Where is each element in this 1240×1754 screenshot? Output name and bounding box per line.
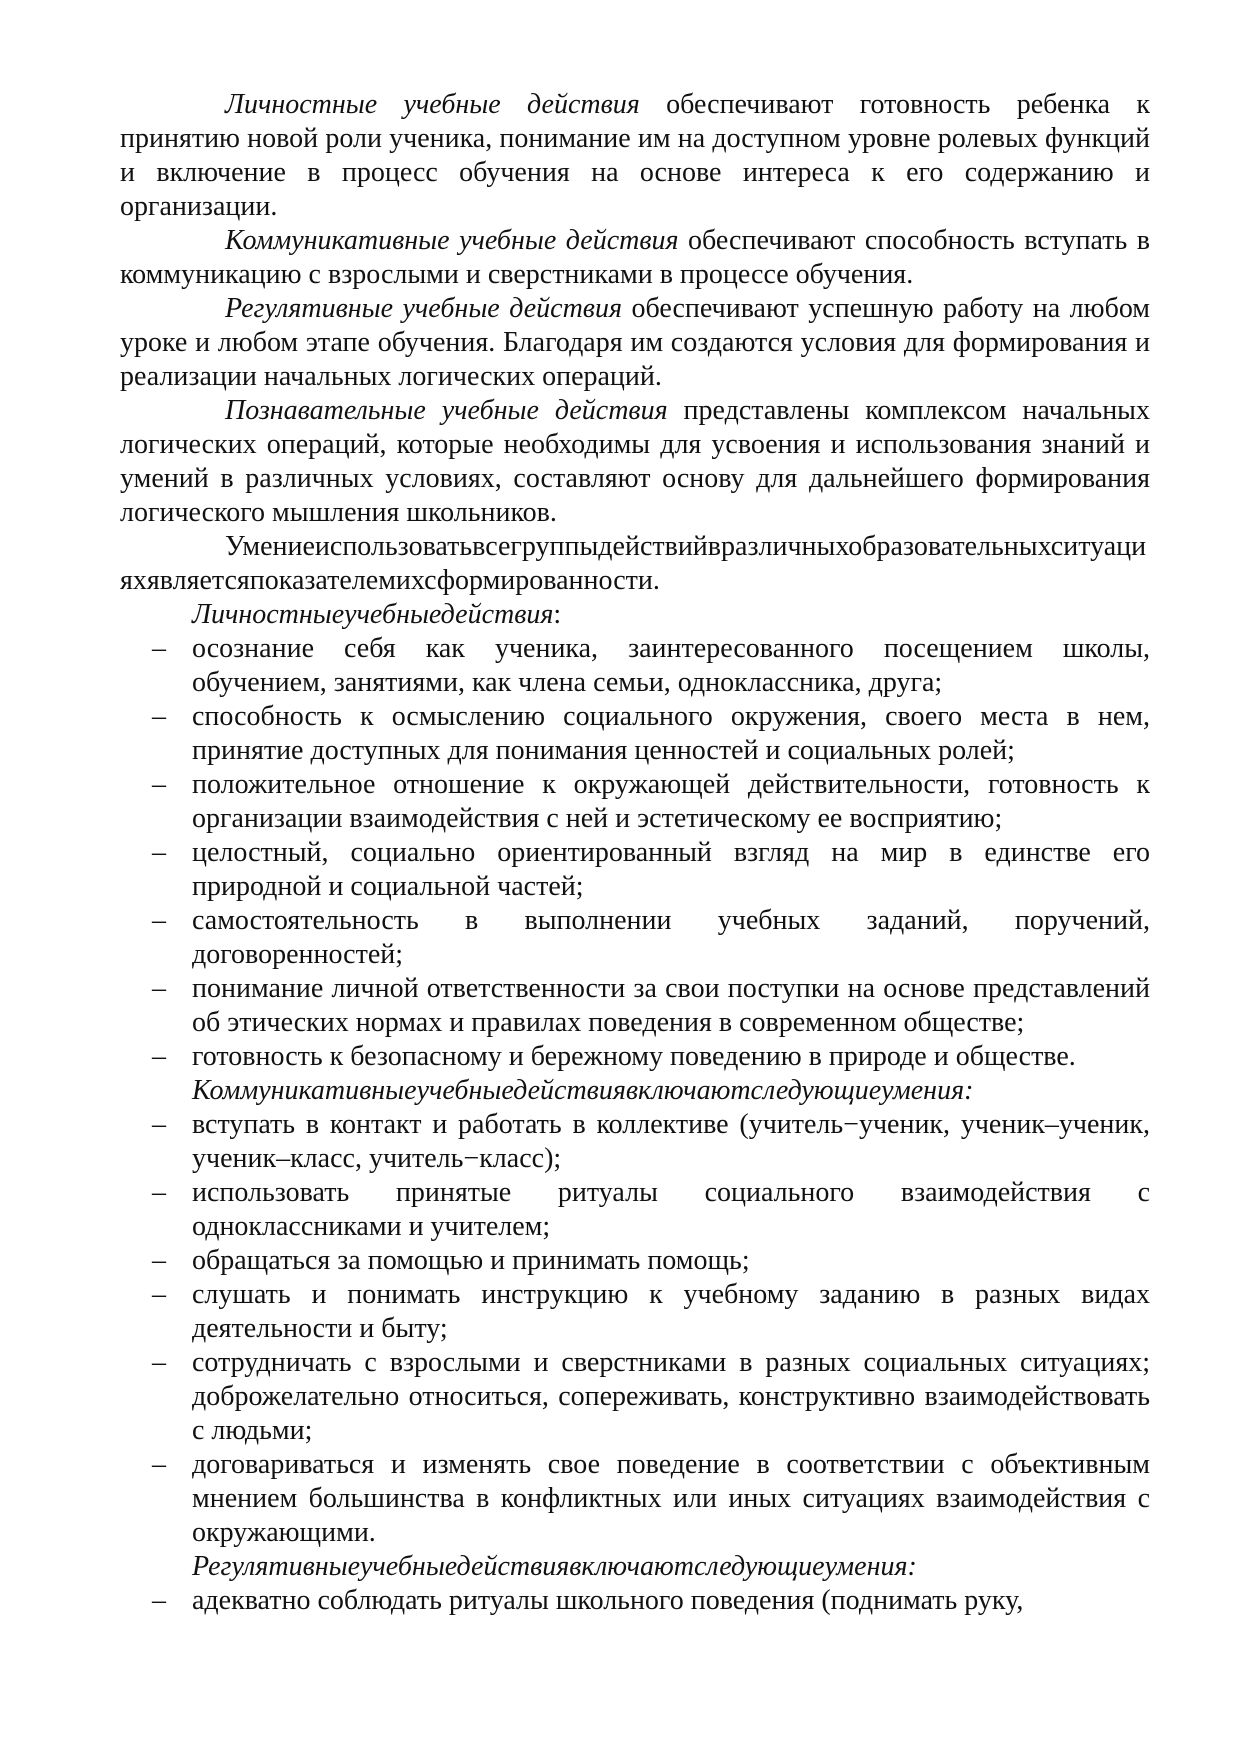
list-item (120, 632, 1150, 700)
document-body (120, 88, 1150, 1618)
dash-bullet: – (152, 1109, 166, 1140)
dash-bullet: – (152, 1245, 166, 1276)
paragraph-cognitive (120, 394, 1150, 530)
paragraph-communicative (120, 224, 1150, 292)
list-item (120, 1448, 1150, 1550)
list-item (120, 972, 1150, 1040)
list-item (120, 1584, 1150, 1618)
list-item-text: понимание личной ответственности за свои поступки на основе представлений об этических нормах и правилах поведения в современном обществе; (192, 973, 1150, 1038)
list-personal (120, 632, 1150, 1074)
list-item-text: сотрудничать с взрослыми и сверстниками в разных социальных ситуациях; доброжелательно относиться, сопереживать, конструктивно взаимодействовать с людьми; (192, 1347, 1150, 1446)
term-communicative: Коммуникативные учебные действия (225, 225, 679, 256)
dash-bullet: – (152, 633, 166, 664)
list-item-text: обращаться за помощью и принимать помощь; (192, 1245, 750, 1276)
list-item-text: использовать принятые ритуалы социального взаимодействия с одноклассниками и учителем; (192, 1177, 1150, 1242)
list-item-text: положительное отношение к окружающей действительности, готовность к организации взаимодействия с ней и эстетическому ее восприятию; (192, 769, 1150, 834)
heading-communicative: Коммуникативныеучебныедействиявключаютследующиеумения: (192, 1075, 974, 1106)
list-item-text: готовность к безопасному и бережному поведению в природе и обществе. (192, 1041, 1076, 1072)
dash-bullet: – (152, 1279, 166, 1310)
term-personal: Личностные учебные действия (225, 89, 640, 120)
list-item (120, 1244, 1150, 1278)
list-regulatory (120, 1584, 1150, 1618)
list-item-text: слушать и понимать инструкцию к учебному заданию в разных видах деятельности и быту; (192, 1279, 1150, 1344)
list-item-text: адекватно соблюдать ритуалы школьного поведения (поднимать руку, (192, 1585, 1024, 1616)
paragraph-regulatory (120, 292, 1150, 394)
dash-bullet: – (152, 701, 166, 732)
paragraph-text: представлены комплексом начальных логических операций, которые необходимы для усвоения и использования знаний и умений в различных условиях, составляют основу для дальнейшего формирования логического мышления школьников. (120, 395, 1150, 528)
dash-bullet: – (152, 1449, 166, 1480)
list-item-text: договариваться и изменять свое поведение в соответствии с объективным мнением большинства в конфликтных или иных ситуациях взаимодействия с окружающими. (192, 1449, 1150, 1548)
list-item (120, 1346, 1150, 1448)
heading-personal-text: Личностныеучебныедействия (192, 599, 554, 630)
list-item-text: вступать в контакт и работать в коллективе (учитель−ученик, ученик–ученик, ученик–класс, учитель−класс); (192, 1109, 1150, 1174)
list-item-text: осознание себя как ученика, заинтересованного посещением школы, обучением, занятиями, как члена семьи, одноклассника, друга; (192, 633, 1150, 698)
list-communicative (120, 1108, 1150, 1550)
list-item (120, 768, 1150, 836)
term-regulatory: Регулятивные учебные действия (225, 293, 622, 324)
paragraph-personal (120, 88, 1150, 224)
list-item (120, 836, 1150, 904)
paragraph-text: обеспечивают успешную работу на любом уроке и любом этапе обучения. Благодаря им создаются условия для формирования и реализации начальных логических операций. (120, 293, 1151, 392)
dash-bullet: – (152, 973, 166, 1004)
list-item-text: целостный, социально ориентированный взгляд на мир в единстве его природной и социальной частей; (192, 837, 1150, 902)
list-item (120, 904, 1150, 972)
list-item-text: самостоятельность в выполнении учебных заданий, поручений, договоренностей; (192, 905, 1150, 970)
list-item (120, 1108, 1150, 1176)
heading-regulatory: Регулятивныеучебныедействиявключаютследующиеумения: (192, 1551, 917, 1582)
list-item (120, 1176, 1150, 1244)
dash-bullet: – (152, 1585, 166, 1616)
paragraph-text: обеспечивают готовность ребенка к принятию новой роли ученика, понимание им на доступном уровне ролевых функций и включение в процесс обучения на основе интереса к его содержанию и организации. (120, 89, 1150, 222)
list-item-text: способность к осмыслению социального окружения, своего места в нем, принятие доступных для понимания ценностей и социальных ролей; (192, 701, 1150, 766)
list-item (120, 1040, 1150, 1074)
heading-personal (192, 598, 1150, 632)
dash-bullet: – (152, 769, 166, 800)
list-item (120, 700, 1150, 768)
heading-colon: : (553, 599, 562, 630)
summary-paragraph: Умениеиспользоватьвсегруппыдействийвразличныхобразовательныхситуацияхявляетсяпоказателемихсформированности. (120, 531, 1147, 596)
dash-bullet: – (152, 1177, 166, 1208)
dash-bullet: – (152, 1347, 166, 1378)
list-item (120, 1278, 1150, 1346)
term-cognitive: Познавательные учебные действия (225, 395, 668, 426)
dash-bullet: – (152, 837, 166, 868)
dash-bullet: – (152, 1041, 166, 1072)
dash-bullet: – (152, 905, 166, 936)
paragraph-text: обеспечивают способность вступать в коммуникацию с взрослыми и сверстниками в процессе обучения. (120, 225, 1150, 290)
